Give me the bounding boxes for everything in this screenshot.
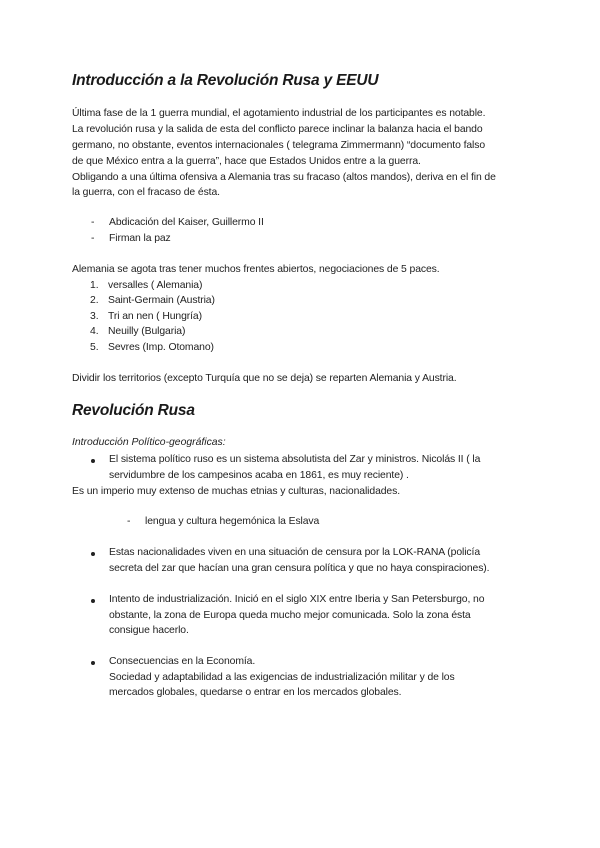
list-number: 5. — [90, 342, 99, 353]
list-item: Saint-Germain (Austria) — [108, 295, 215, 306]
intro-line-3: germano, no obstante, eventos internacionales ( telegrama Zimmermann) “documento falso — [72, 140, 486, 151]
list-number: 3. — [90, 311, 99, 322]
dash-item: lengua y cultura hegemónica la Eslava — [145, 516, 320, 527]
list-item: versalles ( Alemania) — [108, 280, 203, 291]
list-item: Neuilly (Bulgaria) — [108, 326, 186, 337]
section-title-intro: Introducción a la Revolución Rusa y EEUU — [72, 72, 379, 89]
bullet-dot — [91, 661, 95, 665]
list-number: 4. — [90, 326, 99, 337]
intro-line-4: de que México entra a la guerra”, hace que Estados Unidos entre a la guerra. — [72, 156, 421, 167]
subsection-title: Introducción Político-geográficas: — [72, 437, 226, 448]
dash-marker: - — [91, 217, 95, 228]
dash-marker: - — [127, 516, 131, 527]
bullet-line: servidumbre de los campesinos acaba en 1861, es muy reciente) . — [109, 470, 409, 481]
bullet-line: El sistema político ruso es un sistema absolutista del Zar y ministros. Nicolás II ( la — [109, 454, 481, 465]
bullet-dot — [91, 459, 95, 463]
bullet-dot — [91, 552, 95, 556]
intro-line-1: Última fase de la 1 guerra mundial, el agotamiento industrial de los participantes es notable. — [72, 108, 486, 119]
list-item: Sevres (Imp. Otomano) — [108, 342, 214, 353]
conclusion-text: Dividir los territorios (excepto Turquía que no se deja) se reparten Alemania y Austria. — [72, 373, 457, 384]
intro-line-6: la guerra, con el fracaso de ésta. — [72, 187, 220, 198]
bullet-line: mercados globales, quedarse o entrar en los mercados globales. — [109, 687, 402, 698]
dash-item: Firman la paz — [109, 233, 171, 244]
bullet-dot — [91, 599, 95, 603]
list-item: Tri an nen ( Hungría) — [108, 311, 202, 322]
imperio-text: Es un imperio muy extenso de muchas etnias y culturas, nacionalidades. — [72, 486, 400, 497]
intro-line-2: La revolución rusa y la salida de esta del conflicto parece inclinar la balanza hacia el bando — [72, 124, 483, 135]
bullet-line: consigue hacerlo. — [109, 625, 189, 636]
bullet-line: Sociedad y adaptabilidad a las exigencias de industrialización militar y de los — [109, 672, 455, 683]
bullet-line: Intento de industrialización. Inició en el siglo XIX entre Iberia y San Petersburgo, no — [109, 594, 485, 605]
list-number: 1. — [90, 280, 99, 291]
list-number: 2. — [90, 295, 99, 306]
intro-line-5: Obligando a una última ofensiva a Alemania tras su fracaso (altos mandos), deriva en el fin de — [72, 172, 496, 183]
bullet-line: Estas nacionalidades viven en una situación de censura por la LOK-RANA (policía — [109, 547, 480, 558]
peace-intro: Alemania se agota tras tener muchos frentes abiertos, negociaciones de 5 paces. — [72, 264, 440, 275]
section-title-rusa: Revolución Rusa — [72, 402, 195, 419]
bullet-line: Consecuencias en la Economía. — [109, 656, 256, 667]
dash-item: Abdicación del Kaiser, Guillermo II — [109, 217, 264, 228]
bullet-line: obstante, la zona de Europa queda mucho mejor comunicada. Solo la zona ésta — [109, 610, 471, 621]
bullet-line: secreta del zar que hacían una gran censura política y que no haya conspiraciones). — [109, 563, 490, 574]
dash-marker: - — [91, 233, 95, 244]
